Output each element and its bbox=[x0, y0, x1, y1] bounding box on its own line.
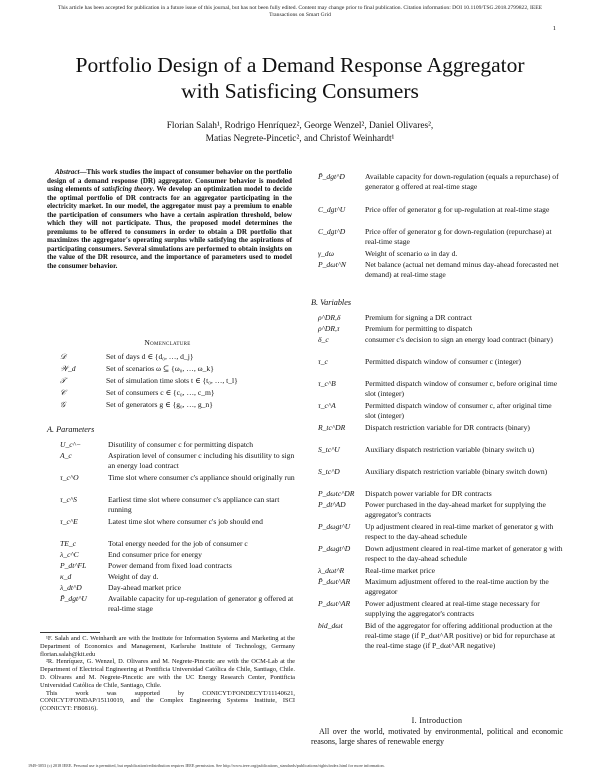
abstract bbox=[47, 168, 292, 271]
definition-row bbox=[60, 364, 295, 374]
symbol: ρ^DR,δ bbox=[318, 313, 341, 322]
symbol: P_dωtc^DR bbox=[318, 489, 355, 498]
parameters-title: A. Parameters bbox=[47, 425, 95, 434]
definition-row bbox=[318, 324, 563, 334]
definition-row bbox=[318, 172, 563, 192]
copyright-footer: 1949-3053 (c) 2018 IEEE. Personal use is permitted, but republication/redistribution requires IEEE permission. See http://www.ieee.org/publications_standards/publications/rights/index.html for more information. bbox=[28, 763, 385, 768]
definition: Maximum adjustment offered to the real-time auction by the aggregator bbox=[365, 577, 549, 596]
definition-row bbox=[318, 445, 563, 455]
symbol: bid_dωt bbox=[318, 621, 343, 630]
definition: Up adjustment cleared in real-time market of generator g with respect to the day-ahead schedule bbox=[365, 522, 554, 541]
definition: Available capacity for up-regulation of generator g offered at real-time stage bbox=[108, 594, 294, 613]
definition: Set of simulation time slots t ∈ {t₀, …, t_l} bbox=[106, 376, 238, 385]
symbol: P̄_dgt^U bbox=[60, 594, 87, 603]
footnote: This work was supported by CONICYT/FONDECYT/11140621, CONICYT/FONDAP/15110019, and the Complex Engineering Systems Institute, ISCI (CONICYT: FB0816). bbox=[40, 689, 295, 713]
definition-row bbox=[318, 423, 563, 433]
definition: Net balance (actual net demand minus day-ahead forecasted net demand) at real-time stage bbox=[365, 260, 559, 279]
definition: Day-ahead market price bbox=[108, 583, 181, 592]
symbol: P̄_dωt^AR bbox=[318, 577, 351, 586]
definition-row bbox=[318, 500, 563, 520]
introduction-title: I. Introduction bbox=[411, 716, 463, 725]
footnote: ²R. Henríquez, G. Wenzel, D. Olivares and M. Negrete-Pincetic are with the OCM-Lab at the Department of Electrical Engineering at Pontificia Universidad Católica de Chile, Santiago, Chile. D. Olivares and M. Negrete-Pincetic are with the UC Energy Research Center, Pontificia Universidad Católica de Chile, Santiago, Chile. bbox=[40, 658, 295, 689]
definition-row bbox=[60, 594, 295, 614]
symbol: S_tc^U bbox=[318, 445, 340, 454]
introduction-text: All over the world, motivated by environmental, political and economic reasons, large shares of renewable energy bbox=[311, 727, 563, 746]
notice-line-2: Transactions on Smart Grid bbox=[269, 12, 331, 18]
definition: Auxiliary dispatch restriction variable (binary switch u) bbox=[365, 445, 535, 454]
definition: End consumer price for energy bbox=[108, 550, 202, 559]
definition-row bbox=[318, 313, 563, 323]
symbol: λ_dωt^R bbox=[318, 566, 345, 575]
abstract-emphasis: satisficing theory bbox=[101, 185, 153, 194]
definition-row bbox=[60, 517, 295, 527]
symbol: ρ^DR,τ bbox=[318, 324, 340, 333]
symbol: P̄_dgt^D bbox=[318, 172, 345, 181]
definition-row bbox=[318, 621, 563, 651]
definition: Weight of day d. bbox=[108, 572, 159, 581]
definition-row bbox=[318, 260, 563, 280]
variables-list bbox=[318, 313, 563, 708]
definition-row bbox=[60, 451, 295, 471]
symbol: δ_c bbox=[318, 335, 329, 344]
definition: Weight of scenario ω in day d. bbox=[365, 249, 458, 258]
definition: Premium for permitting to dispatch bbox=[365, 324, 473, 333]
symbol: γ_dω bbox=[318, 249, 334, 258]
definition: Aspiration level of consumer c including his disutility to sign an energy load contract bbox=[108, 451, 295, 470]
definition: Earliest time slot where consumer c's appliance can start running bbox=[108, 495, 280, 514]
definition: Disutility of consumer c for permitting dispatch bbox=[108, 440, 254, 449]
definition: Set of generators g ∈ {g₀, …, g_n} bbox=[106, 400, 213, 409]
symbol: λ_dt^D bbox=[60, 583, 82, 592]
symbol: τ_c^E bbox=[60, 517, 78, 526]
definition-row bbox=[318, 599, 563, 619]
definition: Dispatch restriction variable for DR contracts (binary) bbox=[365, 423, 530, 432]
symbol: 𝒲_d bbox=[60, 364, 76, 373]
author-list bbox=[60, 120, 540, 146]
definition-row bbox=[318, 489, 563, 499]
notice-line-1: This article has been accepted for publication in a future issue of this journal, but has not been fully edited. Content may change prior to final publication. Citation information: DOI 10.1109/TSG.2018.2799822, IEEE bbox=[57, 5, 543, 11]
page-number: 1 bbox=[552, 25, 556, 32]
definition: Auxiliary dispatch restriction variable (binary switch down) bbox=[365, 467, 548, 476]
definition: Premium for signing a DR contract bbox=[365, 313, 472, 322]
symbol: P_dωt^N bbox=[318, 260, 346, 269]
symbol: P_dωgt^D bbox=[318, 544, 351, 553]
definition: Power demand from fixed load contracts bbox=[108, 561, 232, 570]
definition-row bbox=[60, 495, 295, 515]
definition: Time slot where consumer c's appliance should originally run bbox=[108, 473, 295, 482]
definition-row bbox=[60, 473, 295, 483]
definition-row bbox=[318, 249, 563, 259]
definition: Dispatch power variable for DR contracts bbox=[365, 489, 492, 498]
symbol: 𝒯 bbox=[60, 376, 66, 385]
definition-row bbox=[318, 401, 563, 421]
nomenclature-sets bbox=[60, 352, 295, 412]
definition-row bbox=[318, 205, 563, 215]
definition-row bbox=[318, 357, 563, 367]
definition-row bbox=[318, 577, 563, 597]
footnotes bbox=[40, 635, 295, 713]
definition: Price offer of generator g for down-regulation (repurchase) at real-time stage bbox=[365, 227, 552, 246]
definition: Set of consumers c ∈ {c₀, …, c_m} bbox=[106, 388, 215, 397]
definition-row bbox=[60, 583, 295, 593]
authors-line-2: Matias Negrete-Pincetic², and Christof Weinhardt¹ bbox=[205, 134, 395, 144]
symbol: τ_c^O bbox=[60, 473, 79, 482]
symbol: 𝒢 bbox=[60, 400, 66, 409]
definition-row bbox=[318, 566, 563, 576]
variables-title: B. Variables bbox=[311, 298, 352, 307]
symbol: τ_c^B bbox=[318, 379, 336, 388]
symbol: κ_d bbox=[60, 572, 72, 581]
abstract-label: Abstract bbox=[55, 168, 80, 176]
definition: Permitted dispatch window of consumer c (integer) bbox=[365, 357, 522, 366]
authors-line-1: Florian Salah¹, Rodrigo Henríquez², George Wenzel², Daniel Olivares², bbox=[166, 121, 434, 131]
symbol: A_c bbox=[60, 451, 72, 460]
footnote: ¹F. Salah and C. Weinhardt are with the Institute for Information Systems and Marketing at the Department of Economics and Management, Karlsruhe Institute of Technology, Germany florian.salah@kit.edu bbox=[40, 635, 295, 658]
symbol: τ_c bbox=[318, 357, 328, 366]
definition: Power adjustment cleared at real-time stage necessary for supplying the aggregator's contracts bbox=[365, 599, 540, 618]
definition: Price offer of generator g for up-regulation at real-time stage bbox=[365, 205, 550, 214]
nomenclature-title: Nomenclature bbox=[144, 338, 191, 347]
definition-row bbox=[318, 379, 563, 399]
definition: Permitted dispatch window of consumer c, before original time slot (integer) bbox=[365, 379, 558, 398]
definition: consumer c's decision to sign an energy load contract (binary) bbox=[365, 335, 553, 344]
title-line-2: with Satisficing Consumers bbox=[181, 79, 419, 103]
definition: Available capacity for down-regulation (equals a repurchase) of generator g offered at real-time stage bbox=[365, 172, 559, 191]
definition: Set of days d ∈ {d₀, …, d_j} bbox=[106, 352, 194, 361]
symbol: TE_c bbox=[60, 539, 77, 548]
symbol: P_dωgt^U bbox=[318, 522, 351, 531]
definition: Latest time slot where consumer c's job should end bbox=[108, 517, 263, 526]
footnote-divider bbox=[40, 632, 100, 633]
title-line-1: Portfolio Design of a Demand Response Aggregator bbox=[75, 53, 525, 77]
definition: Set of scenarios ω ⊆ {ω₀, …, ω_k} bbox=[106, 364, 214, 373]
definition-row bbox=[60, 440, 295, 450]
paper-title bbox=[20, 52, 580, 104]
symbol: C_dgt^U bbox=[318, 205, 346, 214]
symbol: 𝒞 bbox=[60, 388, 66, 397]
definition-row bbox=[60, 572, 295, 582]
definition: Total energy needed for the job of consumer c bbox=[108, 539, 248, 548]
definition: Bid of the aggregator for offering additional production at the real-time stage (if P_dωt^AR positive) or bid for repurchase at the real-time stage (if P_dωt^AR negative) bbox=[365, 621, 556, 650]
abstract-text-1: —This work studies the impact of consumer behavior on the portfolio design of a demand response (DR) aggregator. Consumer behavior is modeled using elements of bbox=[47, 168, 292, 194]
definition-row bbox=[318, 335, 563, 345]
definition-row bbox=[60, 539, 295, 549]
definition: Down adjustment cleared in real-time market of generator g with respect to the day-ahead schedule bbox=[365, 544, 563, 563]
definition-row bbox=[60, 352, 295, 362]
definition: Permitted dispatch window of consumer c, after original time slot (integer) bbox=[365, 401, 552, 420]
parameters-continued-list bbox=[318, 172, 563, 290]
definition: Real-time market price bbox=[365, 566, 435, 575]
definition: Power purchased in the day-ahead market for supplying the aggregator's contracts bbox=[365, 500, 546, 519]
journal-notice bbox=[40, 5, 560, 19]
definition-row bbox=[318, 227, 563, 247]
symbol: 𝒟 bbox=[60, 352, 67, 361]
definition-row bbox=[60, 550, 295, 560]
symbol: τ_c^A bbox=[318, 401, 336, 410]
symbol: R_tc^DR bbox=[318, 423, 346, 432]
symbol: τ_c^S bbox=[60, 495, 77, 504]
definition-row bbox=[318, 522, 563, 542]
symbol: λ_c^C bbox=[60, 550, 79, 559]
abstract-text-2: . We develop an optimization model to decide the optimal portfolio of DR contracts for an aggregator participating in the electricity market. In our model, the aggregator must pay a premium to enable the participation of consumers who have a certain aspiration threshold, below which they will not participate. Thus, the proposed model determines the premiums to be offered to consumers in order to obtain a DR portfolio that maximizes the aggregator's operating surplus while satisfying the aspirations of participating consumers. Several simulations are performed to obtain insights on the value of the DR resource, and the importance of parameters used to model the consumer behavior. bbox=[47, 185, 293, 271]
definition-row bbox=[60, 376, 295, 386]
definition-row bbox=[60, 388, 295, 398]
definition-row bbox=[318, 467, 563, 477]
symbol: P_dωt^AR bbox=[318, 599, 351, 608]
definition-row bbox=[60, 400, 295, 410]
symbol: S_tc^D bbox=[318, 467, 340, 476]
symbol: P_dt^AD bbox=[318, 500, 346, 509]
symbol: P_dt^FL bbox=[60, 561, 87, 570]
symbol: U_c^− bbox=[60, 440, 81, 449]
definition-row bbox=[318, 544, 563, 564]
definition-row bbox=[60, 561, 295, 571]
parameters-list bbox=[60, 440, 295, 625]
symbol: C_dgt^D bbox=[318, 227, 346, 236]
